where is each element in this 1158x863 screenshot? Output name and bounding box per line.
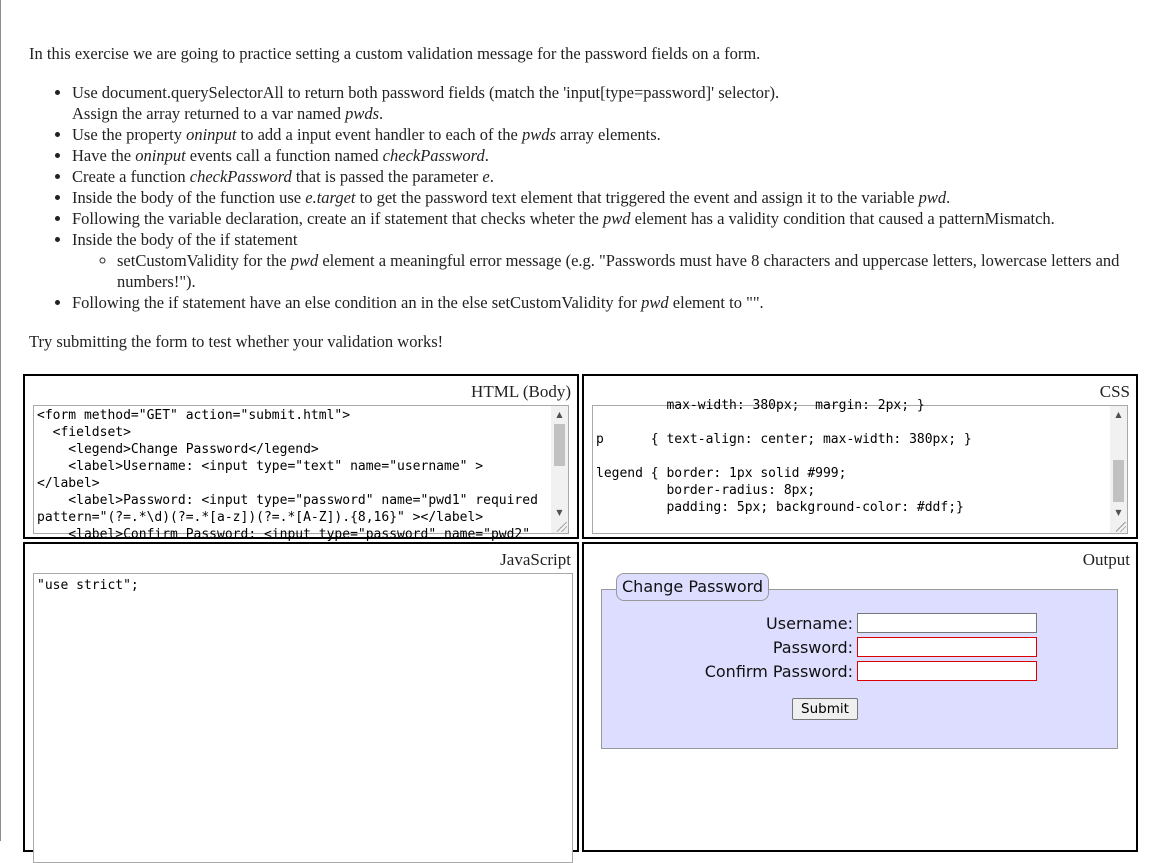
css-code: max-width: 380px; margin: 2px; } p { text-align: center; max-width: 380px; } legend { border: 1px solid #999; border-radius: 8px; padding: 5px; background-color: #ddf;} bbox=[596, 398, 972, 515]
confirm-password-row bbox=[705, 661, 1037, 681]
step-text: setCustomValidity for the bbox=[117, 251, 291, 270]
emphasized-term: oninput bbox=[135, 146, 186, 165]
scroll-up-arrow-icon[interactable]: ▲ bbox=[1115, 410, 1122, 419]
html-code: <form method="GET" action="submit.html"> <fieldset> <legend>Change Password</legend> <label>Username: <input type="text" name="username" > </label> <label>Password: <input type="password" name="pwd1" required pattern="(?=.*\d)(?=.*[a-z])(?=.*[A-Z]).{8,16}" ></label> <label>Confirm Password: <input type="password" name="pwd2" bbox=[37, 408, 538, 542]
left-border bbox=[0, 0, 1, 841]
instruction-step bbox=[72, 82, 1149, 124]
emphasized-term: pwd bbox=[290, 251, 319, 270]
emphasized-term: checkPassword bbox=[382, 146, 485, 165]
html-editor[interactable] bbox=[33, 405, 569, 542]
resize-handle-icon[interactable] bbox=[1116, 522, 1126, 532]
instruction-step bbox=[72, 292, 1149, 313]
confirm-password-input[interactable] bbox=[857, 661, 1037, 681]
emphasized-term: pwd bbox=[918, 188, 947, 207]
password-label: Password: bbox=[772, 637, 853, 657]
username-input[interactable] bbox=[857, 613, 1037, 633]
emphasized-term: pwds bbox=[521, 125, 556, 144]
scroll-up-arrow-icon[interactable]: ▲ bbox=[556, 410, 563, 419]
js-code: "use strict"; bbox=[37, 578, 139, 593]
emphasized-term: pwd bbox=[641, 293, 669, 312]
intro-text: In this exercise we are going to practice setting a custom validation message for the password fields on a form. bbox=[29, 44, 761, 63]
emphasized-term: e bbox=[482, 167, 490, 186]
username-label: Username: bbox=[766, 613, 853, 633]
password-row bbox=[773, 637, 1037, 657]
step-text: Have the bbox=[72, 146, 136, 165]
html-panel bbox=[23, 374, 579, 542]
js-panel bbox=[23, 542, 579, 852]
html-panel-title: HTML (Body) bbox=[471, 382, 571, 401]
step-text: Use the property bbox=[72, 125, 187, 144]
instruction-sublist bbox=[72, 250, 1149, 292]
resize-handle-icon[interactable] bbox=[557, 522, 567, 532]
instruction-step bbox=[72, 208, 1149, 229]
instruction-step bbox=[72, 166, 1149, 187]
change-password-fieldset bbox=[601, 577, 1118, 749]
step-text: Following the variable declaration, create an if statement that checks wheter the bbox=[72, 209, 603, 228]
step-text: array elements. bbox=[555, 125, 661, 144]
step-text: Inside the body of the if statement bbox=[72, 230, 298, 249]
instruction-substep bbox=[117, 250, 1149, 292]
step-text: Inside the body of the function use bbox=[72, 188, 306, 207]
instruction-step bbox=[72, 187, 1149, 208]
confirm-password-label: Confirm Password: bbox=[704, 661, 853, 681]
step-text: . bbox=[489, 167, 494, 186]
step-text: that is passed the parameter bbox=[291, 167, 483, 186]
html-editor-scrollbar[interactable] bbox=[551, 406, 568, 533]
js-editor[interactable] bbox=[33, 573, 573, 863]
step-text: element a meaningful error message (e.g. "Passwords must have 8 characters and uppercase letters, lowercase letters and numbers!"). bbox=[117, 251, 1120, 291]
output-panel bbox=[582, 542, 1138, 852]
emphasized-term: pwd bbox=[603, 209, 631, 228]
step-text: . bbox=[946, 188, 951, 207]
instruction-step bbox=[72, 145, 1149, 166]
instruction-list bbox=[29, 82, 1149, 313]
output-panel-title: Output bbox=[1082, 550, 1130, 569]
step-text: . bbox=[379, 104, 384, 123]
instruction-step bbox=[72, 229, 1149, 292]
step-text: . bbox=[484, 146, 489, 165]
password-input[interactable] bbox=[857, 637, 1037, 657]
emphasized-term: e.target bbox=[305, 188, 356, 207]
css-editor-scrollbar[interactable] bbox=[1110, 406, 1127, 533]
step-text: to get the password text element that triggered the event and assign it to the variable bbox=[355, 188, 919, 207]
emphasized-term: checkPassword bbox=[189, 167, 292, 186]
step-text: events call a function named bbox=[185, 146, 383, 165]
css-panel bbox=[582, 374, 1138, 539]
step-text: to add a input event handler to each of the bbox=[236, 125, 522, 144]
outro-text: Try submitting the form to test whether your validation works! bbox=[29, 332, 444, 351]
step-text: element to "". bbox=[668, 293, 764, 312]
css-panel-title: CSS bbox=[1099, 382, 1130, 401]
username-row bbox=[766, 613, 1037, 633]
scroll-down-arrow-icon[interactable]: ▼ bbox=[1115, 508, 1122, 517]
emphasized-term: pwds bbox=[345, 104, 380, 123]
emphasized-term: oninput bbox=[186, 125, 237, 144]
scroll-thumb[interactable] bbox=[554, 424, 565, 466]
css-editor[interactable] bbox=[592, 398, 1128, 534]
scroll-down-arrow-icon[interactable]: ▼ bbox=[556, 508, 563, 517]
instructions bbox=[29, 43, 1149, 352]
step-text: Create a function bbox=[72, 167, 190, 186]
submit-button[interactable]: Submit bbox=[792, 698, 858, 720]
js-panel-title: JavaScript bbox=[500, 550, 571, 569]
step-text: Following the if statement have an else condition an in the else setCustomValidity for bbox=[72, 293, 642, 312]
step-text: Assign the array returned to a var named bbox=[72, 104, 346, 123]
fieldset-legend: Change Password bbox=[616, 573, 769, 601]
scroll-thumb[interactable] bbox=[1113, 460, 1124, 502]
step-text: element has a validity condition that caused a patternMismatch. bbox=[630, 209, 1055, 228]
step-text: Use document.querySelectorAll to return both password fields (match the 'input[type=password]' selector). bbox=[72, 83, 780, 102]
instruction-step bbox=[72, 124, 1149, 145]
